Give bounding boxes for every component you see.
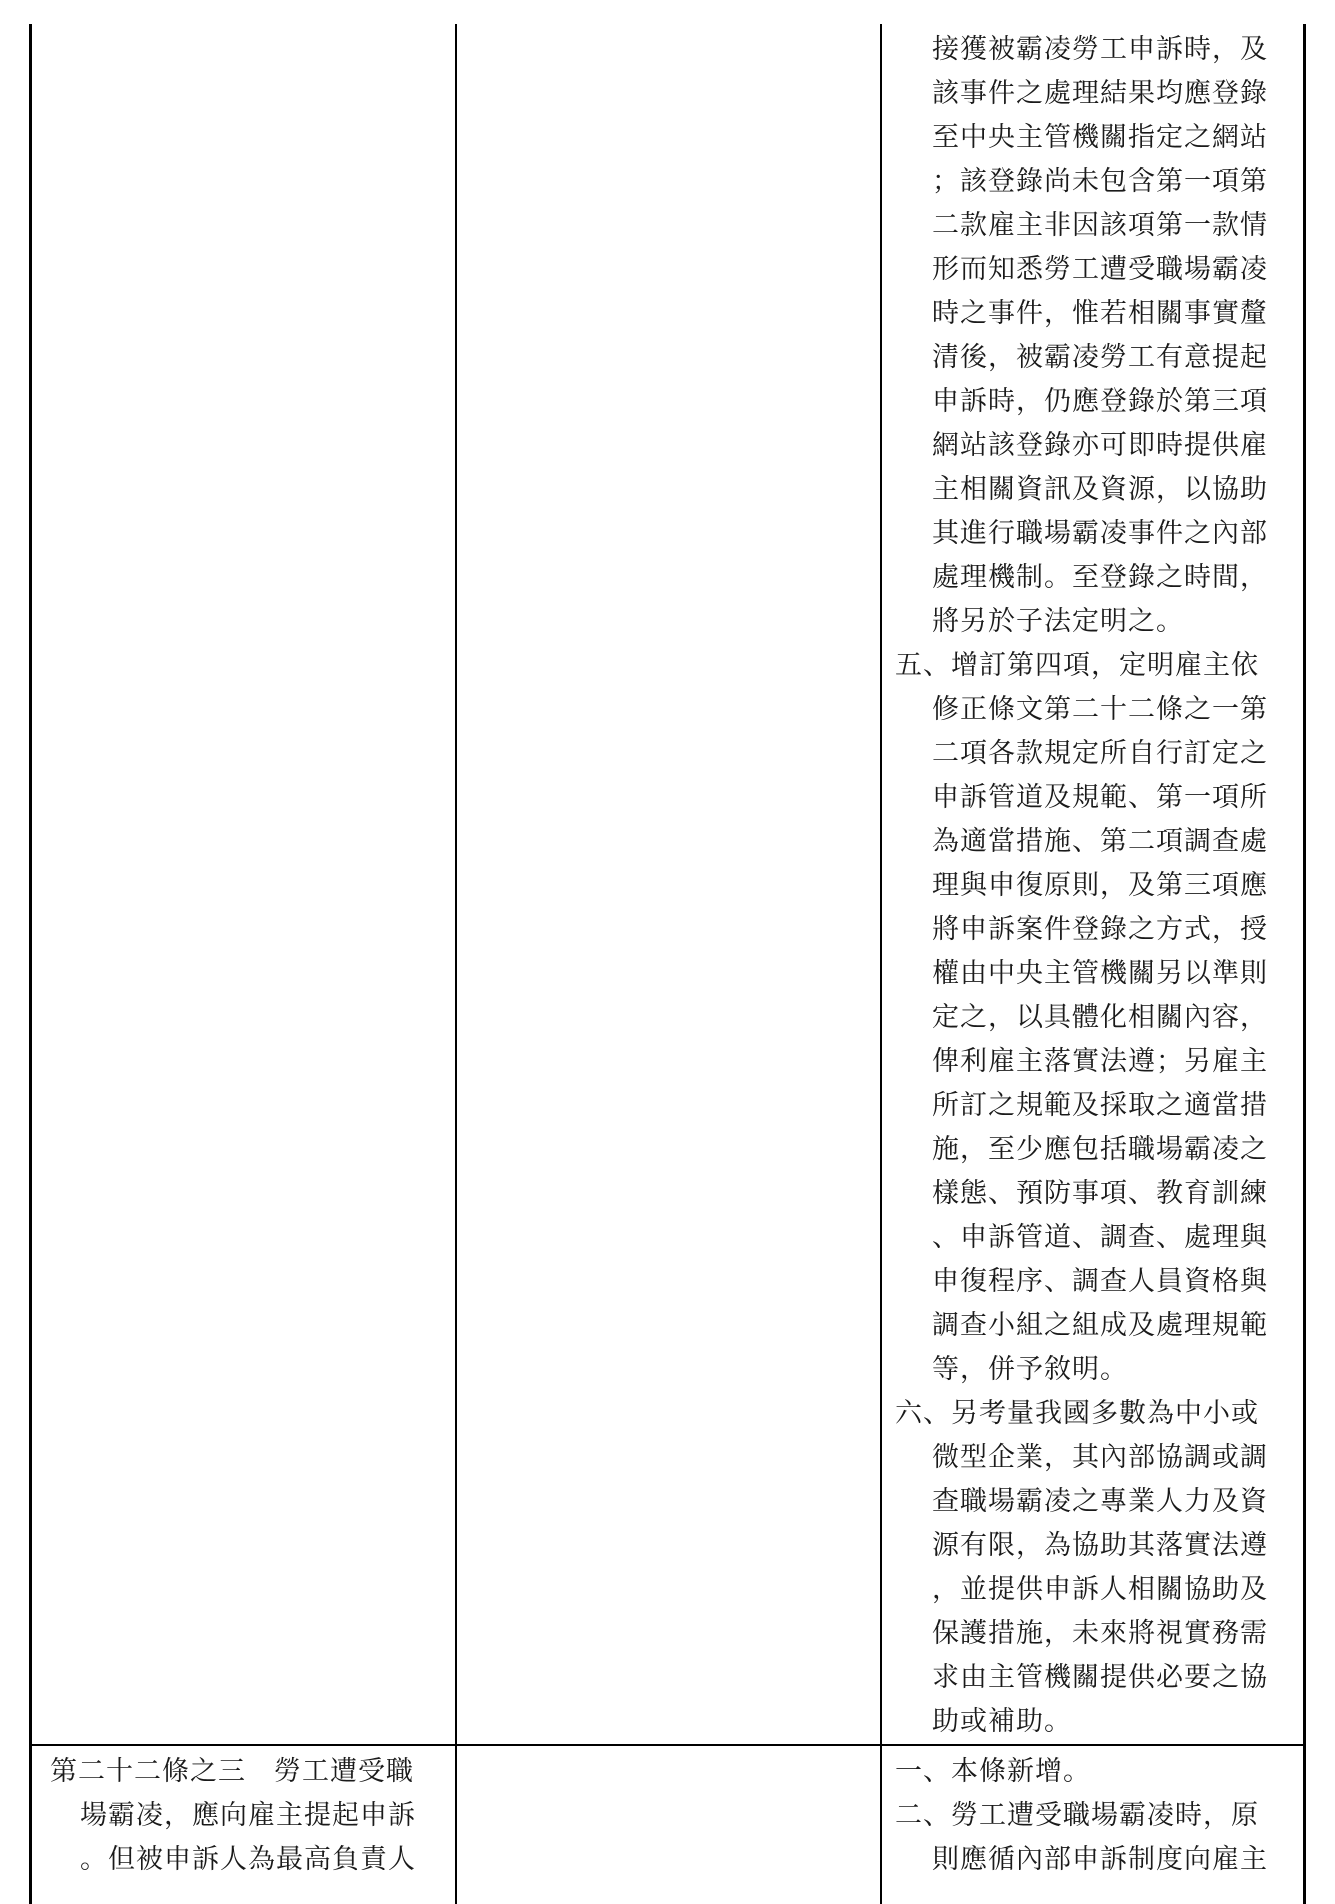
- item-5-continuation: [895, 688, 1295, 1392]
- item-6-continuation: [895, 1436, 1295, 1744]
- text-line: 權由中央主管機關另以準則: [932, 958, 1268, 989]
- text-line: 二款雇主非因該項第一款情: [932, 210, 1268, 241]
- text-line: 場霸凌，應向雇主提起申訴: [80, 1800, 416, 1831]
- text-line: 為適當措施、第二項調查處: [932, 826, 1268, 857]
- text-line: ；該登錄尚未包含第一項第: [932, 166, 1268, 197]
- table-column-divider-1: [455, 24, 457, 1904]
- text-line: 處理機制。至登錄之時間，: [932, 562, 1268, 593]
- table-border-left: [29, 24, 32, 1904]
- article-heading-line: 第二十二條之三 勞工遭受職: [50, 1756, 414, 1787]
- text-line: 申訴管道及規範、第一項所: [932, 782, 1268, 813]
- bottom-row-col3-cell: [895, 1750, 1295, 1882]
- note-item-1: 一、本條新增。: [895, 1756, 1091, 1787]
- text-line: 俾利雇主落實法遵；另雇主: [932, 1046, 1268, 1077]
- text-line: 樣態、預防事項、教育訓練: [932, 1178, 1268, 1209]
- text-line: 將另於子法定明之。: [932, 606, 1184, 637]
- text-line: 定之，以具體化相關內容，: [932, 1002, 1268, 1033]
- text-line: 所訂之規範及採取之適當措: [932, 1090, 1268, 1121]
- bottom-row-col1-cell: [50, 1750, 450, 1882]
- text-line: 申復程序、調查人員資格與: [932, 1266, 1268, 1297]
- text-line: 接獲被霸凌勞工申訴時，及: [932, 34, 1268, 65]
- note-item-2-first-line: 二、勞工遭受職場霸凌時，原: [895, 1800, 1259, 1831]
- text-line: 其進行職場霸凌事件之內部: [932, 518, 1268, 549]
- text-line: 源有限，為協助其落實法遵: [932, 1530, 1268, 1561]
- text-line: 時之事件，惟若相關事實釐: [932, 298, 1268, 329]
- table-row-divider: [29, 1744, 1306, 1746]
- table-column-divider-2: [880, 24, 882, 1904]
- text-line: 則應循內部申訴制度向雇主: [932, 1844, 1268, 1875]
- text-line: 求由主管機關提供必要之協: [932, 1662, 1268, 1693]
- item-6: [895, 1392, 1295, 1744]
- text-line: 、申訴管道、調查、處理與: [932, 1222, 1268, 1253]
- text-line: 主相關資訊及資源，以協助: [932, 474, 1268, 505]
- text-line: 申訴時，仍應登錄於第三項: [932, 386, 1268, 417]
- top-row-col3-cell: [895, 28, 1295, 1744]
- note-item-2-continuation: [895, 1838, 1295, 1882]
- article-continuation: [50, 1794, 450, 1882]
- text-line: 等，併予敘明。: [932, 1354, 1128, 1385]
- text-line: 清後，被霸凌勞工有意提起: [932, 342, 1268, 373]
- text-line: 形而知悉勞工遭受職場霸凌: [932, 254, 1268, 285]
- text-line: 。但被申訴人為最高負責人: [80, 1844, 416, 1875]
- text-line: 理與申復原則，及第三項應: [932, 870, 1268, 901]
- text-line: 網站該登錄亦可即時提供雇: [932, 430, 1268, 461]
- text-line: 助或補助。: [932, 1706, 1072, 1737]
- text-line: 該事件之處理結果均應登錄: [932, 78, 1268, 109]
- text-line: 調查小組之組成及處理規範: [932, 1310, 1268, 1341]
- continued-paragraph: [895, 28, 1295, 644]
- text-line: 保護措施，未來將視實務需: [932, 1618, 1268, 1649]
- text-line: 微型企業，其內部協調或調: [932, 1442, 1268, 1473]
- text-line: ，並提供申訴人相關協助及: [932, 1574, 1268, 1605]
- item-5: [895, 644, 1295, 1392]
- text-line: 將申訴案件登錄之方式，授: [932, 914, 1268, 945]
- text-line: 查職場霸凌之專業人力及資: [932, 1486, 1268, 1517]
- text-line: 施，至少應包括職場霸凌之: [932, 1134, 1268, 1165]
- text-line: 修正條文第二十二條之一第: [932, 694, 1268, 725]
- text-line: 二項各款規定所自行訂定之: [932, 738, 1268, 769]
- item-6-first-line: 六、另考量我國多數為中小或: [895, 1398, 1259, 1429]
- table-border-right: [1303, 24, 1306, 1904]
- text-line: 至中央主管機關指定之網站: [932, 122, 1268, 153]
- item-5-first-line: 五、增訂第四項，定明雇主依: [895, 650, 1259, 681]
